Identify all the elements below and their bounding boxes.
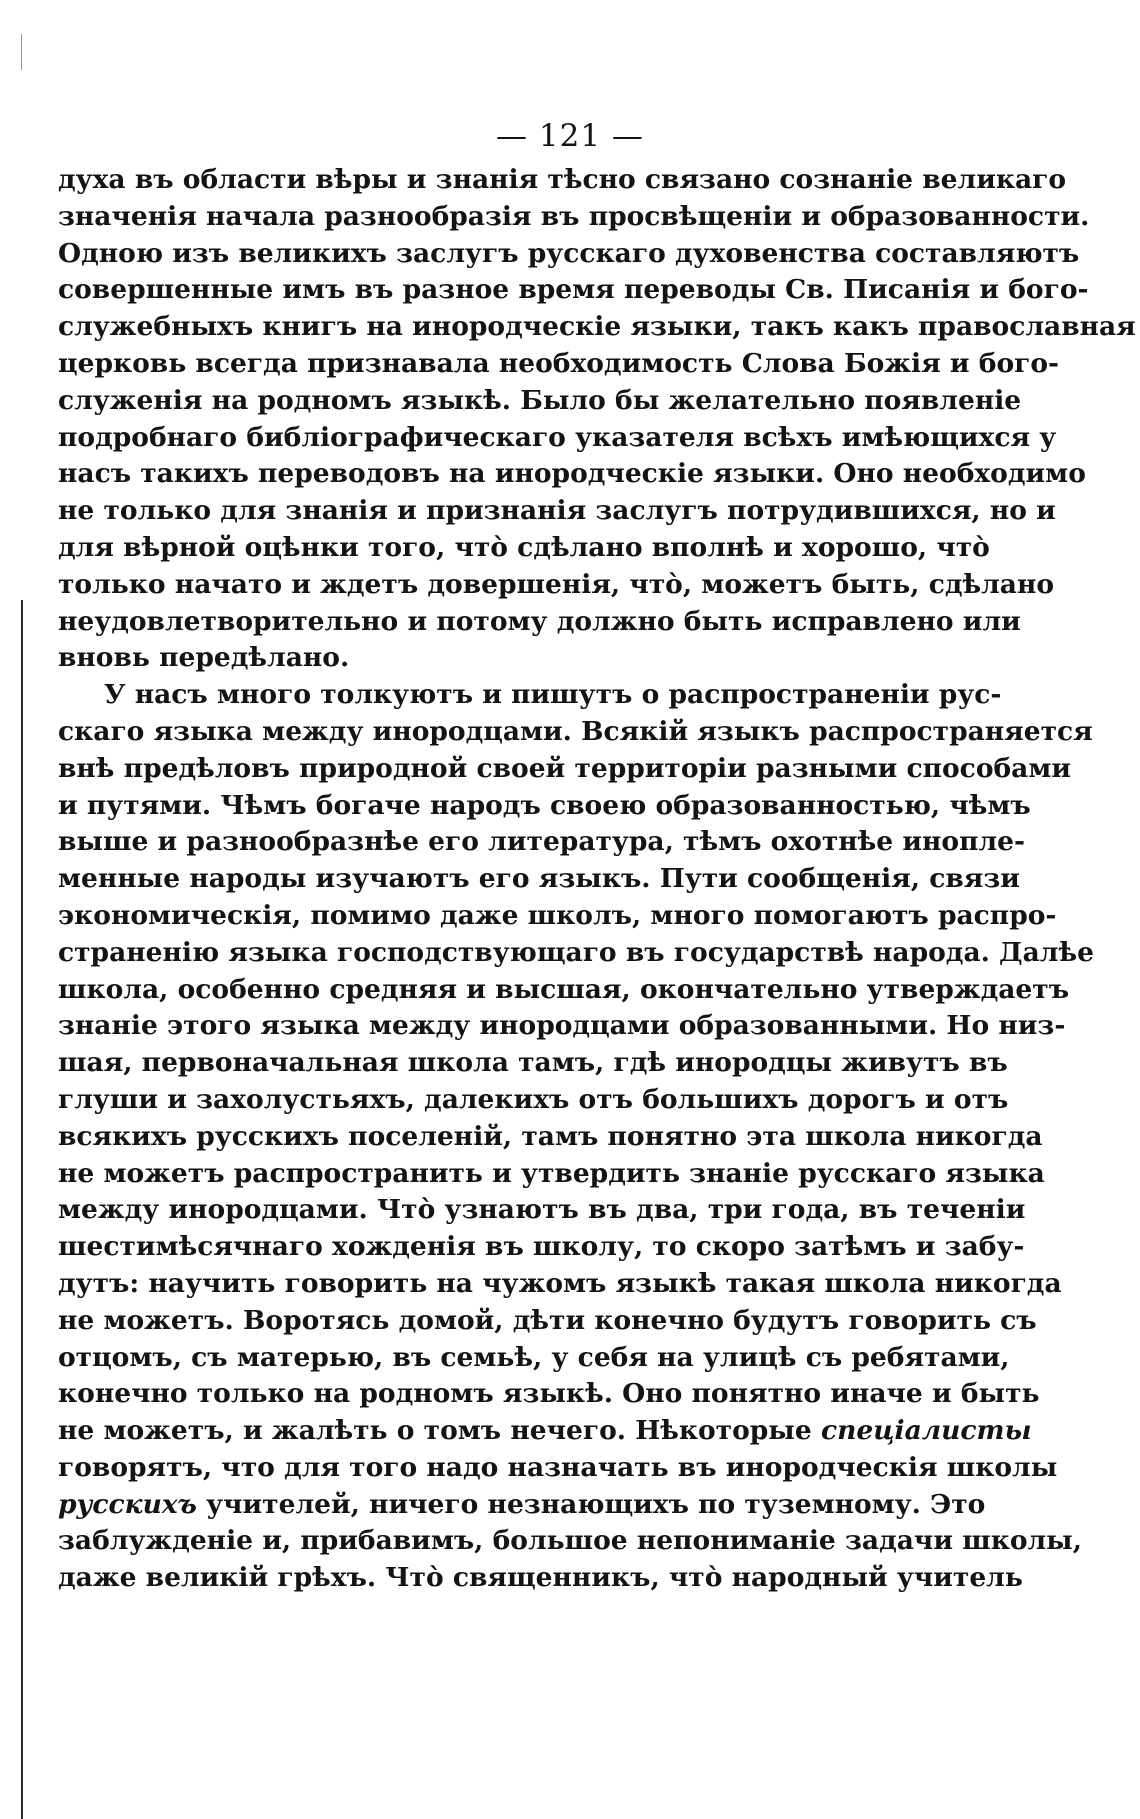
page-text: [58, 162, 1136, 1597]
text-line: [58, 1413, 1032, 1450]
text-line: даже великій грѣхъ. Что̀ священникъ, что̀ народный учитель: [58, 1562, 1023, 1594]
text-line: значенія начала разнообразія въ просвѣщеніи и образованности.: [58, 200, 1090, 232]
text-line: страненію языка господствующаго въ государствѣ народа. Далѣе: [58, 936, 1094, 968]
text-line: дутъ: научить говорить на чужомъ языкѣ такая школа никогда: [58, 1267, 1062, 1299]
text-line: служебныхъ книгъ на инородческіе языки, такъ какъ православная: [58, 311, 1136, 343]
text-line: скаго языка между инородцами. Всякій языкъ распространяется: [58, 715, 1093, 747]
text-line: школа, особенно средняя и высшая, окончательно утверждаетъ: [58, 973, 1070, 1005]
text-run: не можетъ, и жалѣть о томъ нечего. Нѣкоторые: [58, 1415, 821, 1447]
text-line: Одною изъ великихъ заслугъ русскаго духовенства составляютъ: [58, 237, 1080, 269]
text-line: шая, первоначальная школа тамъ, гдѣ инородцы живутъ въ: [58, 1047, 1008, 1079]
text-line: не только для знанія и признанія заслугъ потрудившихся, но и: [58, 495, 1056, 527]
text-line: всякихъ русскихъ поселеній, тамъ понятно эта школа никогда: [58, 1120, 1043, 1152]
text-line: знаніе этого языка между инородцами образованными. Но низ-: [58, 1010, 1066, 1042]
text-line: для вѣрной оцѣнки того, что̀ сдѣлано вполнѣ и хорошо, что̀: [58, 531, 990, 563]
text-line: духа въ области вѣры и знанія тѣсно связано сознаніе великаго: [58, 164, 1067, 195]
text-line: У насъ много толкуютъ и пишутъ о распространеніи рус-: [104, 679, 1002, 711]
text-line: [58, 1487, 986, 1524]
text-line: шестимѣсячнаго хожденія въ школу, то скоро затѣмъ и забу-: [58, 1231, 1025, 1263]
text-line: только начато и ждетъ довершенія, что̀, можетъ быть, сдѣлано: [58, 568, 1055, 600]
text-line: подробнаго библіографическаго указателя всѣхъ имѣющихся у: [58, 421, 1057, 453]
italic-term: русскихъ: [58, 1488, 197, 1520]
text-line: говорятъ, что для того надо назначать въ инородческія школы: [58, 1451, 1058, 1483]
page-number: — 121 —: [496, 118, 644, 154]
text-line: отцомъ, съ матерью, въ семьѣ, у себя на улицѣ съ ребятами,: [58, 1341, 1010, 1373]
text-line: менные народы изучаютъ его языкъ. Пути сообщенія, связи: [58, 863, 1020, 895]
text-line: выше и разнообразнѣе его литература, тѣмъ охотнѣе инопле-: [58, 826, 1026, 858]
text-line: совершенные имъ въ разное время переводы Св. Писанія и бого-: [58, 274, 1089, 306]
text-line: вновь передѣлано.: [58, 642, 350, 674]
text-line: внѣ предѣловъ природной своей территоріи разными способами: [58, 752, 1072, 784]
paragraph-2: [58, 677, 1094, 1597]
text-line: заблужденіе и, прибавимъ, большое непониманіе задачи школы,: [58, 1525, 1082, 1557]
scan-page-edge: [21, 600, 23, 1819]
text-line: насъ такихъ переводовъ на инородческіе языки. Оно необходимо: [58, 458, 1086, 490]
text-line: не можетъ. Воротясь домой, дѣти конечно будутъ говорить съ: [58, 1304, 1037, 1336]
text-line: не можетъ распространить и утвердить знаніе русскаго языка: [58, 1157, 1045, 1189]
text-run: учителей, ничего незнающихъ по туземному. Это: [196, 1488, 986, 1520]
text-line: глуши и захолустьяхъ, далекихъ отъ большихъ дорогъ и отъ: [58, 1083, 1009, 1115]
text-line: между инородцами. Что̀ узнаютъ въ два, три года, въ теченіи: [58, 1194, 1026, 1226]
text-line: конечно только на родномъ языкѣ. Оно понятно иначе и быть: [58, 1378, 1040, 1410]
text-line: служенія на родномъ языкѣ. Было бы желательно появленіе: [58, 384, 1022, 416]
text-line: экономическія, помимо даже школъ, много помогаютъ распро-: [58, 899, 1057, 931]
text-line: и путями. Чѣмъ богаче народъ своею образованностью, чѣмъ: [58, 789, 1031, 821]
text-line: неудовлетворительно и потому должно быть исправлено или: [58, 605, 1021, 637]
italic-term: спеціалисты: [820, 1415, 1032, 1447]
scan-margin-mark: [21, 34, 22, 70]
paragraph-1: [58, 162, 1136, 677]
text-line: церковь всегда признавала необходимость Слова Божія и бого-: [58, 347, 1060, 379]
